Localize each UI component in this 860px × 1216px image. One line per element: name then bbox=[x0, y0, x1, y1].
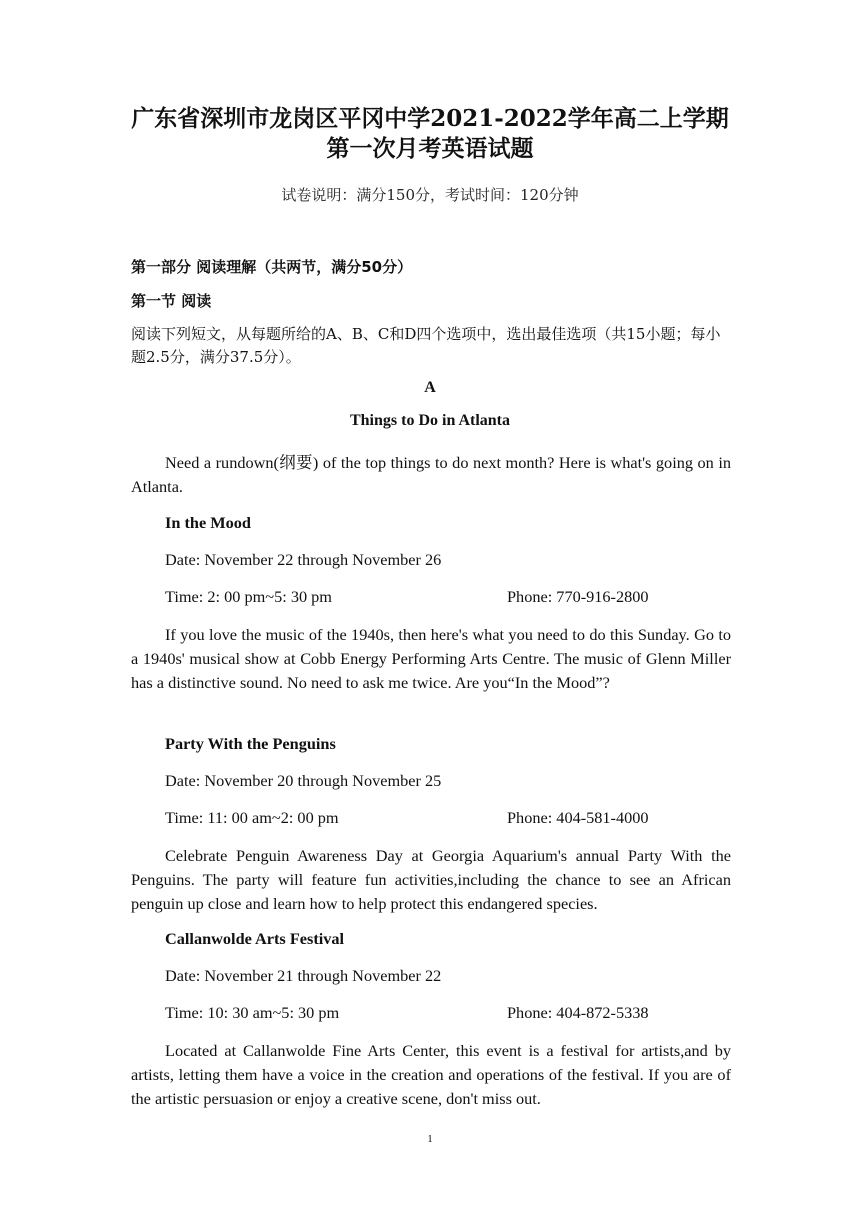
event-name: In the Mood bbox=[165, 513, 251, 532]
instructions: 阅读下列短文，从每题所给的A、B、C和D四个选项中，选出最佳选项（共15小题；每小题2.5分，满分37.5分）。 bbox=[131, 325, 721, 366]
event-date: Date: November 22 through November 26 bbox=[165, 550, 442, 569]
part-title: 第一部分 阅读理解（共两节，满分50分） bbox=[131, 258, 413, 276]
event-date: Date: November 20 through November 25 bbox=[165, 771, 442, 790]
passage-letter: A bbox=[424, 379, 436, 396]
event-name: Callanwolde Arts Festival bbox=[165, 929, 345, 948]
event-description: If you love the music of the 1940s, then here's what you need to do this Sunday. Go to a 1940s' musical show at Cobb Energy Performing Arts Centre. The music of Glenn Miller has a distinctive sound. No need to ask me twice. Are you“In the Mood”? bbox=[131, 625, 731, 692]
event-time: Time: 2: 00 pm~5: 30 pm bbox=[165, 587, 332, 606]
event-phone: Phone: 404-872-5338 bbox=[507, 1003, 649, 1022]
exam-info: 试卷说明：满分150分，考试时间：120分钟 bbox=[281, 186, 579, 204]
passage-intro: Need a rundown(纲要) of the top things to do next month? Here is what's going on in Atlanta. bbox=[131, 453, 731, 496]
passage-title: Things to Do in Atlanta bbox=[349, 412, 511, 429]
event-time: Time: 10: 30 am~5: 30 pm bbox=[165, 1003, 340, 1022]
event-name: Party With the Penguins bbox=[165, 734, 336, 753]
page-title: 广东省深圳市龙岗区平冈中学2021-2022学年高二上学期第一次月考英语试题 bbox=[131, 105, 729, 162]
event-date: Date: November 21 through November 22 bbox=[165, 966, 442, 985]
event-time: Time: 11: 00 am~2: 00 pm bbox=[165, 808, 339, 827]
page-number: 1 bbox=[427, 1133, 433, 1145]
event-phone: Phone: 770-916-2800 bbox=[507, 587, 649, 606]
event-description: Celebrate Penguin Awareness Day at Georgia Aquarium's annual Party With the Penguins. The party will feature fun activities,including the chance to see an African penguin up close and learn how to help protect this endangered species. bbox=[131, 846, 731, 913]
section-title: 第一节 阅读 bbox=[131, 292, 212, 310]
event-description: Located at Callanwolde Fine Arts Center, this event is a festival for artists,and by artists, letting them have a voice in the creation and operations of the festival. If you are of the artistic persuasion or enjoy a creative scene, don't miss out. bbox=[131, 1041, 731, 1108]
event-phone: Phone: 404-581-4000 bbox=[507, 808, 649, 827]
